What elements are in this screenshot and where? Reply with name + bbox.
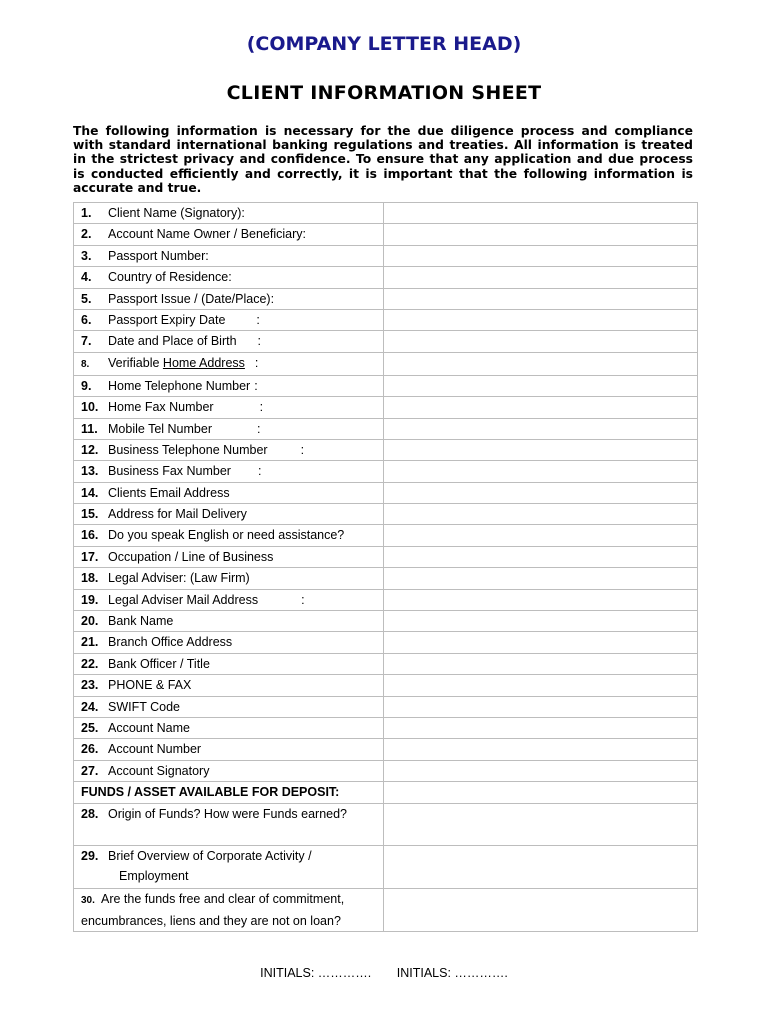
form-row (74, 546, 698, 567)
field-label: 5. Passport Issue / (Date/Place): (74, 288, 384, 309)
form-row (74, 568, 698, 589)
company-letterhead: (COMPANY LETTER HEAD) (246, 33, 522, 55)
country-of-residence-input[interactable] (384, 267, 698, 288)
form-row (74, 461, 698, 482)
form-row (74, 309, 698, 330)
english-assistance-input[interactable] (384, 525, 698, 546)
field-label: 18. Legal Adviser: (Law Firm) (74, 568, 384, 589)
field-label: 14. Clients Email Address (74, 482, 384, 503)
form-row (74, 846, 698, 889)
form-row (74, 352, 698, 375)
form-row (74, 224, 698, 245)
field-label: 6. Passport Expiry Date : (74, 309, 384, 330)
form-row (74, 288, 698, 309)
field-label: 11. Mobile Tel Number : (74, 418, 384, 439)
form-row (74, 439, 698, 460)
form-row (74, 888, 698, 931)
initials-field-1[interactable]: INITIALS: …………. (260, 966, 372, 980)
form-row (74, 203, 698, 224)
passport-issue-input[interactable] (384, 288, 698, 309)
field-label: 23. PHONE & FAX (74, 675, 384, 696)
form-row (74, 397, 698, 418)
account-signatory-input[interactable] (384, 760, 698, 781)
form-row (74, 632, 698, 653)
field-label: 2. Account Name Owner / Beneficiary: (74, 224, 384, 245)
field-label: 8. Verifiable Home Address : (74, 352, 384, 375)
form-row (74, 418, 698, 439)
field-label: 4. Country of Residence: (74, 267, 384, 288)
account-owner-input[interactable] (384, 224, 698, 245)
form-row (74, 760, 698, 781)
form-row (74, 717, 698, 738)
field-label: 1. Client Name (Signatory): (74, 203, 384, 224)
home-fax-input[interactable] (384, 397, 698, 418)
birth-date-place-input[interactable] (384, 331, 698, 352)
field-label: 19. Legal Adviser Mail Address : (74, 589, 384, 610)
field-label: 10. Home Fax Number : (74, 397, 384, 418)
form-row (74, 696, 698, 717)
form-row (74, 611, 698, 632)
account-number-input[interactable] (384, 739, 698, 760)
legal-adviser-address-input[interactable] (384, 589, 698, 610)
funds-section-input[interactable] (384, 782, 698, 803)
bank-officer-input[interactable] (384, 653, 698, 674)
field-label: 30. Are the funds free and clear of commitment, encumbrances, liens and they are not on loan? (74, 888, 384, 931)
phone-fax-input[interactable] (384, 675, 698, 696)
passport-number-input[interactable] (384, 245, 698, 266)
field-label: 16. Do you speak English or need assistance? (74, 525, 384, 546)
field-label: 15. Address for Mail Delivery (74, 504, 384, 525)
mobile-tel-input[interactable] (384, 418, 698, 439)
field-label: 27. Account Signatory (74, 760, 384, 781)
occupation-input[interactable] (384, 546, 698, 567)
section-row (74, 782, 698, 803)
form-row (74, 482, 698, 503)
form-row (74, 245, 698, 266)
passport-expiry-input[interactable] (384, 309, 698, 330)
funds-section-heading: FUNDS / ASSET AVAILABLE FOR DEPOSIT: (74, 782, 384, 803)
bank-name-input[interactable] (384, 611, 698, 632)
field-label: 17. Occupation / Line of Business (74, 546, 384, 567)
field-label: 12. Business Telephone Number : (74, 439, 384, 460)
initials-footer (0, 966, 768, 980)
origin-of-funds-input[interactable] (384, 803, 698, 846)
business-telephone-input[interactable] (384, 439, 698, 460)
mail-delivery-address-input[interactable] (384, 504, 698, 525)
field-label: 3. Passport Number: (74, 245, 384, 266)
field-label: 25. Account Name (74, 717, 384, 738)
legal-adviser-input[interactable] (384, 568, 698, 589)
initials-field-2[interactable]: INITIALS: …………. (396, 966, 508, 980)
home-telephone-input[interactable] (384, 375, 698, 396)
field-label: 20. Bank Name (74, 611, 384, 632)
field-label: 21. Branch Office Address (74, 632, 384, 653)
field-label: 9. Home Telephone Number : (74, 375, 384, 396)
client-info-form (73, 202, 698, 932)
field-label: 13. Business Fax Number : (74, 461, 384, 482)
form-row (74, 739, 698, 760)
field-label: 7. Date and Place of Birth : (74, 331, 384, 352)
field-label: 29. Brief Overview of Corporate Activity / Employment (74, 846, 384, 889)
form-row (74, 267, 698, 288)
form-row (74, 803, 698, 846)
corporate-activity-input[interactable] (384, 846, 698, 889)
client-name-input[interactable] (384, 203, 698, 224)
form-row (74, 525, 698, 546)
form-row (74, 653, 698, 674)
branch-address-input[interactable] (384, 632, 698, 653)
form-row (74, 375, 698, 396)
swift-code-input[interactable] (384, 696, 698, 717)
field-label: 28. Origin of Funds? How were Funds earned? (74, 803, 384, 846)
page-title: CLIENT INFORMATION SHEET (226, 82, 542, 104)
form-row (74, 589, 698, 610)
home-address-input[interactable] (384, 352, 698, 375)
form-row (74, 331, 698, 352)
account-name-input[interactable] (384, 717, 698, 738)
intro-paragraph: The following information is necessary for the due diligence process and compliance with standard international banking regulations and treaties. All information is treated in the strictest privacy and confidence. To ensure that any application and due process is conducted efficiently and correctly, it is important that the following information is accurate and true. (73, 124, 693, 195)
form-row (74, 504, 698, 525)
field-label: 26. Account Number (74, 739, 384, 760)
business-fax-input[interactable] (384, 461, 698, 482)
form-row (74, 675, 698, 696)
funds-clear-input[interactable] (384, 888, 698, 931)
client-email-input[interactable] (384, 482, 698, 503)
field-label: 24. SWIFT Code (74, 696, 384, 717)
field-label: 22. Bank Officer / Title (74, 653, 384, 674)
